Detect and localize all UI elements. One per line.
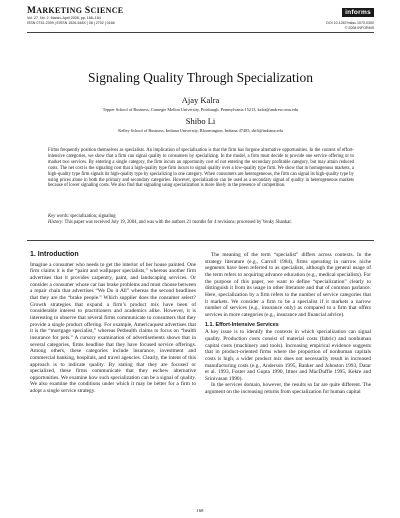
doi-block — [326, 21, 374, 30]
left-column — [30, 252, 196, 395]
section-heading: 1. Introduction — [30, 251, 79, 258]
abstract-rule — [27, 240, 374, 241]
body-paragraph: In the services domain, however, the results so far are quite different. The argument on the increasing returns from specialization for human capital — [205, 382, 371, 396]
doi-line: DOI 10.1287/mksc.1070.0300 — [326, 21, 374, 25]
header-rule — [27, 32, 374, 33]
author-name: Ajay Kalra — [181, 95, 220, 105]
paper-title: Signaling Quality Through Specialization — [87, 70, 314, 85]
journal-masthead — [27, 6, 123, 25]
body-paragraph: A key issue is to identify the contexts in which specialization can signal quality. Production costs consist of material costs (fabric) and nonhuman capital costs (machinery and tools). Increasing empirical evidence suggests that in product-oriented firms where the proportion of nonhuman capitals costs is high, a wider product mix does not necessarily result in increased manufacturing costs (e.g., Anderson 1995, Banker and Johnston 1993, Datar et al. 1993, Foster and Gupta 1990, Ittner and MacDuffie 1995, Kekre and Srinivasan 1990). — [205, 329, 371, 382]
volume-line: Vol. 27, No. 2, March–April 2008, pp. 168–184 — [27, 16, 101, 20]
author-affiliation: Kelley School of Business, Indiana University, Bloomington, Indiana 47405, shili@indiana.edu — [118, 128, 283, 133]
body-paragraph: The meaning of the term “specialist” differs across contexts. In the strategy literature (e.g., Carroll 1984), firms operating in narrow niche segments have been referred to as specialists, although the general usage of the term refers to acquiring advance education (e.g., medical specialists). For the purpose of this paper, we want to define “specialization” clearly to distinguish it from its usage in other literature and that of common parlance. Here, specialization by a firm refers to the number of service categories that it markets. We consider a firm to be a specialist if it markets a narrow number of services (e.g., insurance only) as compared to a firm that offers services in more categories (e.g., insurance and financial advice). — [205, 252, 371, 318]
abstract: Firms frequently position themselves as specialists. An implication of specialization is that the firm has forgone alternative opportunities. In the context of effort-intensive categories, we show that a firm can signal quality to consumers by specializing. In the model, a firm must decide to provide one service offering or to market two services. By entering a single category, the firm incurs an opportunity cost of not entering the secondary profitable category, but may attain reduced costs. The net cost is the signaling cost that a high-quality type firm incurs to signal quality over a low-quality type firm. We show that in homogenous markets, a high-quality type firm signals its high-quality type by specializing in one category. When consumers are heterogeneous, the firm can signal its high-quality type by using prices alone in both the primary and secondary categories. However, specialization can be used as a secondary signal of quality in heterogeneous markets because of lower signaling costs. We also find that signaling using specialization is more likely in the presence of competition. — [48, 148, 354, 189]
journal-name: MARKETING SCIENCE — [27, 6, 124, 16]
right-column — [205, 252, 371, 396]
keywords: Key words: specialization; signaling — [48, 214, 116, 219]
copyright-line: © 2008 INFORMS — [344, 25, 374, 30]
history: History: This paper was received July 19, 2004, and was with the authors 21 months for 4 revisions; processed by Venky Shankar. — [48, 220, 292, 225]
author-name: Shibo Li — [185, 116, 216, 126]
body-paragraph: Imagine a consumer who needs to get the interior of her house painted. One firm claims it is the “paint and wallpaper specialists,” whereas another firm advertises that it provides carpentry, paint, and landscaping services. Or consider a consumer whose car has brake problems and must choose between a repair chain that advertises “We Do it All” whereas the second headlines that they are the “brake people.” Which supplier does the consumer select? Growth strategies that expand a firm’s product mix have been of considerable interest to practitioners and academics alike. However, it is interesting to observe that several firms communicate to consumers that they provide a single product offering. For example, Americaquest advertises that it is the “mortgage specialist,” whereas Petbealth claims to focus on “health insurance for pets.” A cursory examination of advertisements shows that in several categories, firms headline that they have focused service offerings. Among others, these categories include insurance, investment and commercial banking, hospitals, and travel agencies. Clearly, the intent of this approach is to indicate quality. By stating that they are focused or specialized, these firms communicate that they eschew alternative opportunities. We examine how such specialization can be a signal of quality. We also examine the conditions under which it may be better for a firm to adopt a single service strategy. — [30, 261, 196, 395]
page-number: 168 — [196, 508, 204, 513]
issn-line: ISSN 0732-2399 | EISSN 1526-548X | 08 | 2702 | 0168 — [27, 20, 115, 25]
subsection-heading: 1.1. Effort-Intensive Services — [205, 321, 279, 328]
informs-logo: informs — [342, 8, 374, 17]
author-affiliation: Tepper School of Business, Carnegie Mellon University, Pittsburgh, Pennsylvania 15213, kalra@andrew.cmu.edu — [102, 107, 299, 112]
